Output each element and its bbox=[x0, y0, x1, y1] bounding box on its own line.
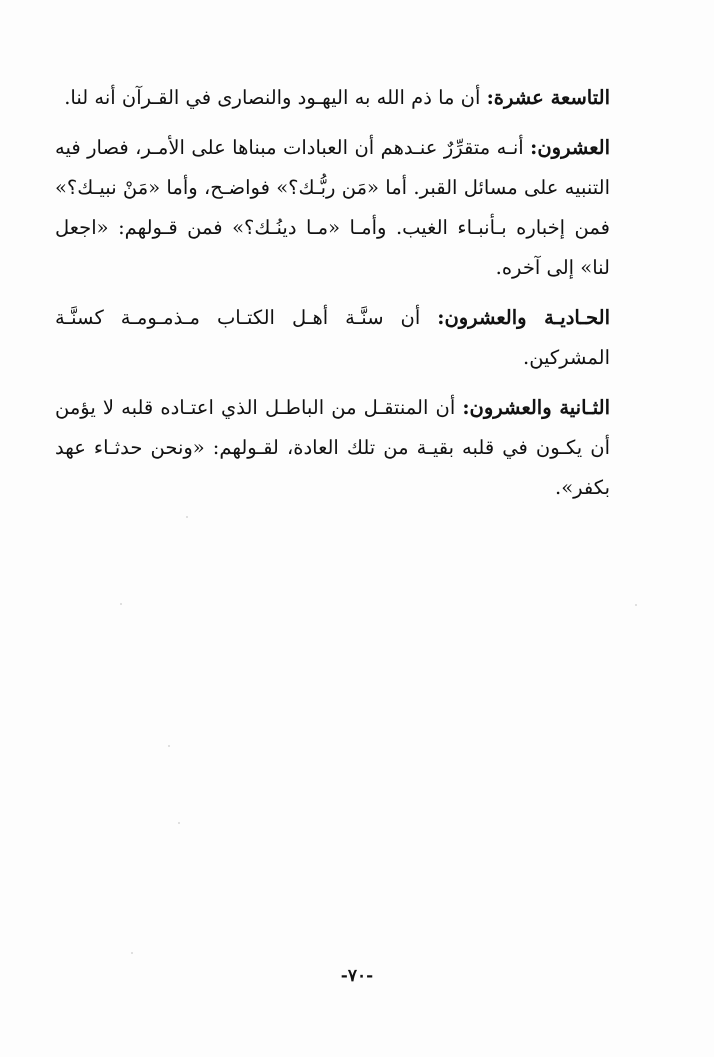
paragraph-19 bbox=[55, 78, 610, 118]
paragraph-22 bbox=[55, 388, 610, 508]
scan-speck bbox=[186, 516, 188, 518]
paragraph-text: أنـه متقرِّرٌ عنـدهم أن العبادات مبناها على الأمـر، فصار فيه التنبيه على مسائل القبر. أما «مَن ربُّـك؟» فواضـح، وأما «مَنْ نبيـك؟» فمن إخباره بـأنبـاء الغيب. وأمـا «مـا دينُـك؟» فمن قـولهم: «اجعل لنا» إلى آخره. bbox=[55, 136, 610, 279]
paragraph-text: أن سنَّـة أهـل الكتـاب مـذمـومـة كسنَّـة المشركين. bbox=[55, 306, 610, 369]
paragraph-text: أن المنتقـل من الباطـل الذي اعتـاده قلبه لا يؤمن أن يكـون في قلبه بقيـة من تلك العادة، لقـولهم: «ونحن حدثـاء عهد بكفر». bbox=[55, 396, 610, 499]
page-number: -٧٠- bbox=[340, 966, 374, 986]
scan-speck bbox=[635, 604, 637, 606]
scan-speck bbox=[168, 745, 170, 747]
paragraph-heading: التاسعة عشرة: bbox=[486, 86, 610, 109]
paragraph-21 bbox=[55, 298, 610, 378]
paragraph-text: أن ما ذم الله به اليهـود والنصارى في القـرآن أنه لنا. bbox=[64, 86, 487, 109]
paragraph-20 bbox=[55, 128, 610, 288]
paragraph-heading: الحـاديـة والعشرون: bbox=[437, 306, 610, 329]
paragraph-heading: العشرون: bbox=[530, 136, 610, 159]
scan-speck bbox=[131, 952, 133, 954]
scan-speck bbox=[120, 603, 122, 605]
scan-speck bbox=[178, 822, 180, 824]
paragraph-heading: الثـانية والعشرون: bbox=[462, 396, 610, 419]
page-body-text bbox=[55, 78, 610, 518]
